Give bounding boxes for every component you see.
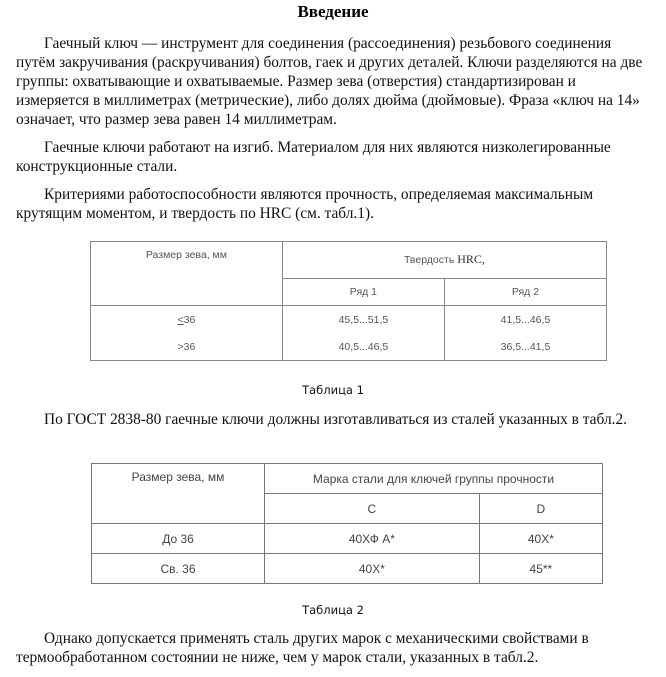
table2-cell-d: 45** <box>479 554 602 584</box>
table2-cell-c: 40ХФ А* <box>265 524 480 554</box>
table1-cell-size <box>91 333 283 361</box>
size-value: 36 <box>183 313 196 326</box>
table2-cell-c: 40Х* <box>265 554 480 584</box>
table1-header-hardness-unit: HRC, <box>457 252 485 267</box>
less-equal-sign: < <box>177 313 184 326</box>
table1-cell-row1: 45,5...51,5 <box>282 306 444 334</box>
table-row <box>91 333 607 361</box>
table2-cell-d: 40Х* <box>479 524 602 554</box>
hardness-table <box>90 241 607 361</box>
table2-header-size: Размер зева, мм <box>92 464 265 524</box>
table2-cell-size: Св. 36 <box>92 554 265 584</box>
table1-header-hardness <box>282 242 606 279</box>
table1-cell-row1: 40,5...46,5 <box>282 333 444 361</box>
table-row <box>91 306 607 334</box>
paragraph-criteria: Критериями работоспособности являются прочность, определяемая максимальным крутящим моментом, и твердость по HRC (см. табл.1). <box>16 186 594 222</box>
table2-cell-size: До 36 <box>92 524 265 554</box>
table2-subheader-d: D <box>479 494 602 524</box>
paragraph-gost: По ГОСТ 2838-80 гаечные ключи должны изготавливаться из сталей указанных в табл.2. <box>44 411 628 428</box>
paragraph-material: Гаечные ключи работают на изгиб. Материалом для них являются низколегированные конструкционные стали. <box>16 139 611 175</box>
greater-sign: > <box>177 340 184 353</box>
table1-caption: Таблица 1 <box>302 383 364 397</box>
table1-header-size: Размер зева, мм <box>91 242 283 306</box>
table1-subheader-row1: Ряд 1 <box>282 278 444 305</box>
size-value: 36 <box>183 340 196 353</box>
table1-cell-row2: 36,5...41,5 <box>444 333 606 361</box>
steel-grade-table <box>91 463 603 584</box>
table1-subheader-row2: Ряд 2 <box>444 278 606 305</box>
table1-cell-size <box>91 306 283 334</box>
table2-caption: Таблица 2 <box>302 603 364 617</box>
table-row <box>92 554 603 584</box>
page-title: Введение <box>297 2 369 21</box>
table-row <box>92 524 603 554</box>
paragraph-alternatives: Однако допускается применять сталь других марок с механическими свойствами в термообработанном состоянии не ниже, чем у марок стали, указанных в табл.2. <box>16 630 589 666</box>
paragraph-intro: Гаечный ключ — инструмент для соединения (рассоединения) резьбового соединения путём закручивания (раскручивания) болтов, гаек и других деталей. Ключи разделяются на две группы: охватывающие и охватываемые. Размер зева (отверстия) стандартизирован и измеряется в миллиметрах (метрические), либо долях дюйма (дюймовые). Фраза «ключ на 14» означает, что размер зева равен 14 миллиметрам. <box>16 35 643 128</box>
table1-cell-row2: 41,5...46,5 <box>444 306 606 334</box>
table1-header-hardness-label: Твердость <box>403 254 455 267</box>
table2-subheader-c: C <box>265 494 480 524</box>
table2-header-grade: Марка стали для ключей группы прочности <box>265 464 603 494</box>
